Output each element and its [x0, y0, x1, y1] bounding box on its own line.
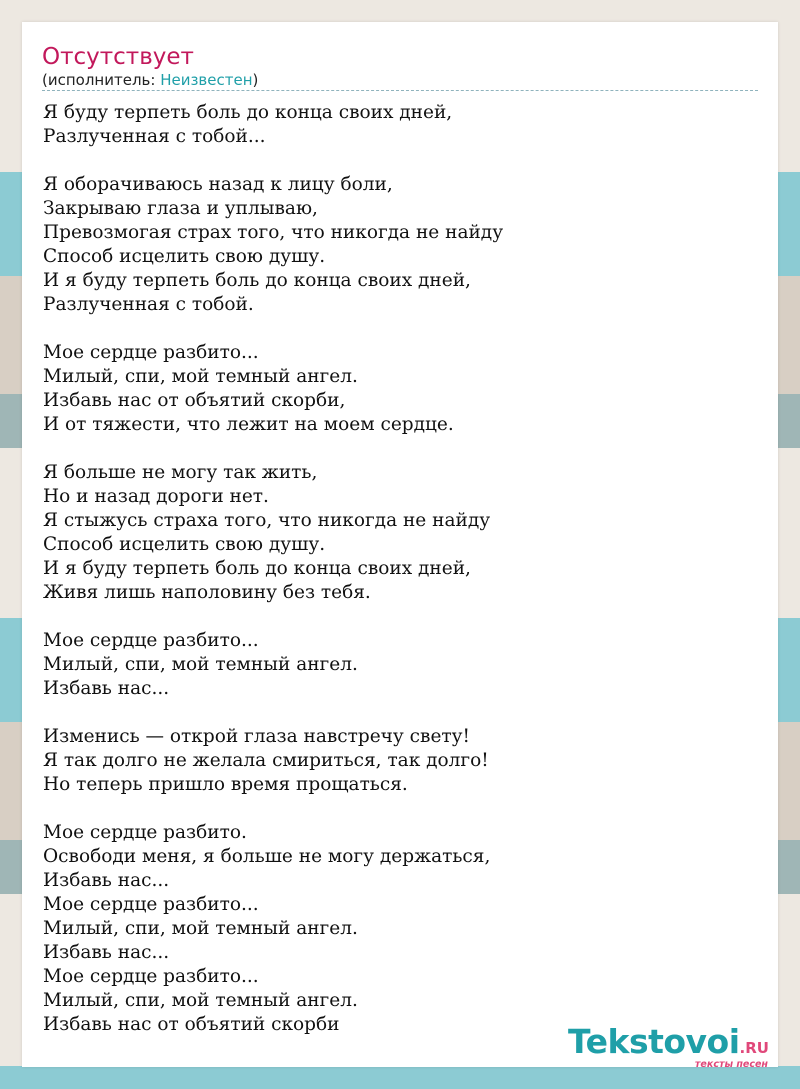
lyric-line: Превозмогая страх того, что никогда не найду: [43, 222, 504, 243]
lyric-line: Мое сердце разбито...: [43, 894, 259, 915]
artist-suffix: ): [252, 71, 259, 89]
lyric-line: Милый, спи, мой темный ангел.: [43, 654, 358, 675]
site-logo[interactable]: [568, 1022, 769, 1070]
lyrics-stanza: [43, 101, 759, 149]
lyric-line: Милый, спи, мой темный ангел.: [43, 366, 358, 387]
lyric-line: Я стыжусь страха того, что никогда не найду: [43, 510, 491, 531]
lyric-line: И я буду терпеть боль до конца своих дней,: [43, 558, 471, 579]
lyric-line: Милый, спи, мой темный ангел.: [43, 990, 358, 1011]
lyrics-stanza: [43, 821, 759, 1037]
lyric-line: Избавь нас от объятий скорби: [43, 1014, 340, 1035]
lyric-line: Избавь нас...: [43, 678, 170, 699]
logo-domain: .RU: [739, 1039, 769, 1057]
logo-wordmark: Tekstovoi: [568, 1022, 740, 1061]
lyric-line: Но и назад дороги нет.: [43, 486, 269, 507]
lyrics-stanza: [43, 725, 759, 797]
lyric-line: Я так долго не желала смириться, так долго!: [43, 750, 489, 771]
lyrics-card: [22, 22, 778, 1070]
lyric-line: Мое сердце разбито.: [43, 822, 247, 843]
lyric-line: Я оборачиваюсь назад к лицу боли,: [43, 174, 393, 195]
lyric-line: Мое сердце разбито...: [43, 966, 259, 987]
lyric-line: Мое сердце разбито...: [43, 342, 259, 363]
lyric-line: Милый, спи, мой темный ангел.: [43, 918, 358, 939]
lyric-line: И от тяжести, что лежит на моем сердце.: [43, 414, 454, 435]
lyric-line: И я буду терпеть боль до конца своих дней,: [43, 270, 471, 291]
title-divider: [42, 90, 758, 91]
lyric-line: Избавь нас...: [43, 942, 170, 963]
lyric-line: Способ исцелить свою душу.: [43, 534, 326, 555]
lyric-line: Я больше не могу так жить,: [43, 462, 318, 483]
lyrics-stanza: [43, 629, 759, 701]
lyrics-stanza: [43, 341, 759, 437]
lyrics-stanza: [43, 461, 759, 605]
lyrics-stanza: [43, 173, 759, 317]
lyric-line: Способ исцелить свою душу.: [43, 246, 326, 267]
song-title: Отсутствует: [42, 44, 194, 70]
lyrics-text: [43, 101, 759, 1061]
lyric-line: Освободи меня, я больше не могу держаться,: [43, 846, 491, 867]
lyric-line: Избавь нас от объятий скорби,: [43, 390, 346, 411]
lyric-line: Живя лишь наполовину без тебя.: [43, 582, 371, 603]
lyric-line: Мое сердце разбито...: [43, 630, 259, 651]
logo-tagline: тексты песен: [694, 1059, 768, 1070]
lyric-line: Изменись — открой глаза навстречу свету!: [43, 726, 470, 747]
lyric-line: Избавь нас...: [43, 870, 170, 891]
lyric-line: Закрываю глаза и уплываю,: [43, 198, 318, 219]
artist-line: [42, 71, 258, 89]
artist-prefix: (исполнитель:: [42, 71, 161, 89]
artist-link[interactable]: Неизвестен: [160, 71, 253, 89]
lyric-line: Но теперь пришло время прощаться.: [43, 774, 408, 795]
lyric-line: Разлученная с тобой.: [43, 294, 254, 315]
lyric-line: Я буду терпеть боль до конца своих дней,: [43, 102, 453, 123]
lyric-line: Разлученная с тобой...: [43, 126, 266, 147]
